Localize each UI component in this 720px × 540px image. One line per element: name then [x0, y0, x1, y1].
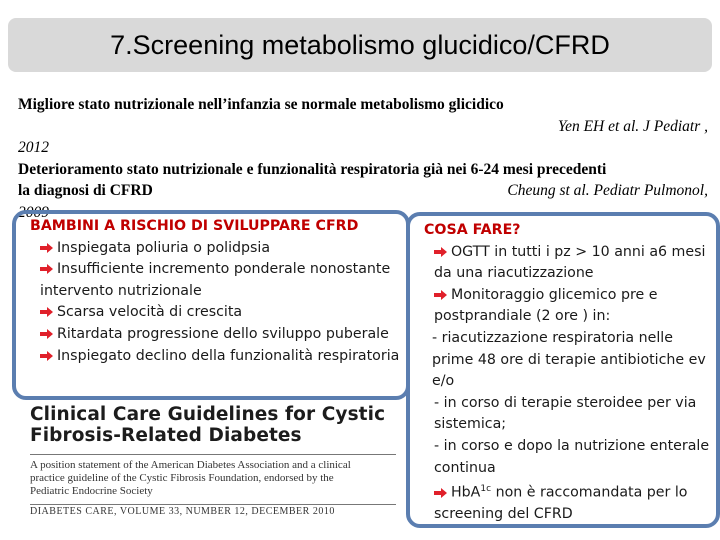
intro-line1-year: 2012	[18, 139, 49, 156]
arrow-bullet-icon	[434, 488, 447, 498]
arrow-bullet-icon	[40, 329, 53, 339]
arrow-bullet-icon	[40, 351, 53, 361]
action-item: HbA$^{1c}$ non è raccomandata per lo screening del CFRD	[434, 484, 688, 523]
arrow-bullet-icon	[40, 307, 53, 317]
risk-item: Ritardata progressione dello sviluppo puberale	[30, 324, 400, 346]
risk-item: Inspiegato declino della funzionalità respiratoria	[30, 346, 400, 368]
risk-item: Scarsa velocità di crescita	[30, 302, 400, 324]
action-subitem: - in corso e dopo la nutrizione enterale continua	[434, 437, 710, 476]
guidelines-title-line2: Fibrosis-Related Diabetes	[30, 425, 302, 446]
slide-title: 7.Screening metabolismo glucidico/CFRD	[110, 29, 610, 60]
risk-item: Insufficiente incremento ponderale nonostante intervento nutrizionale	[40, 261, 391, 299]
intro-text	[18, 94, 708, 223]
intro-line1-reference: Yen EH et al. J Pediatr ,	[557, 117, 708, 135]
risk-panel	[30, 216, 400, 367]
risk-panel-heading: BAMBINI A RISCHIO DI SVILUPPARE CFRD	[30, 218, 359, 234]
intro-line2-year: 2009	[18, 203, 49, 221]
action-item: Monitoraggio glicemico pre e postprandiale (2 ore ) in:	[434, 286, 658, 325]
intro-line2a: Deterioramento stato nutrizionale e funzionalità respiratoria già nei 6-24 mesi precedenti	[18, 160, 607, 178]
action-panel-heading: COSA FARE?	[424, 222, 521, 238]
risk-item: Inspiegata poliuria o polidpsia	[30, 238, 400, 260]
action-subitem: - riacutizzazione respiratoria nelle prime 48 ore di terapie antibiotiche ev e/o	[432, 329, 706, 390]
intro-line2b: la diagnosi di CFRD	[18, 182, 153, 199]
intro-line2-reference: Cheung st al. Pediatr Pulmonol,	[507, 182, 708, 199]
intro-line1: Migliore stato nutrizionale nell’infanzia se normale metabolismo glicidico	[18, 96, 504, 113]
guidelines-divider	[30, 454, 396, 455]
action-subitem: - in corso di terapie steroidee per via sistemica;	[434, 394, 697, 433]
arrow-bullet-icon	[40, 243, 53, 253]
arrow-bullet-icon	[40, 264, 53, 274]
guidelines-title-line1: Clinical Care Guidelines for Cystic	[30, 404, 386, 425]
action-item: OGTT in tutti i pz > 10 anni a6 mesi da una riacutizzazione	[434, 243, 706, 282]
arrow-bullet-icon	[434, 247, 447, 257]
guidelines-citation-image	[30, 404, 400, 520]
slide-title-bar	[8, 18, 712, 72]
guidelines-journal-footer: DIABETES CARE, VOLUME 33, NUMBER 12, DECEMBER 2010	[30, 504, 396, 517]
guidelines-description: A position statement of the American Diabetes Association and a clinical practice guideline of the Cystic Fibrosis Foundation, endorsed by the Pediatric Endocrine Society	[30, 459, 351, 497]
action-panel	[424, 220, 714, 526]
arrow-bullet-icon	[434, 290, 447, 300]
